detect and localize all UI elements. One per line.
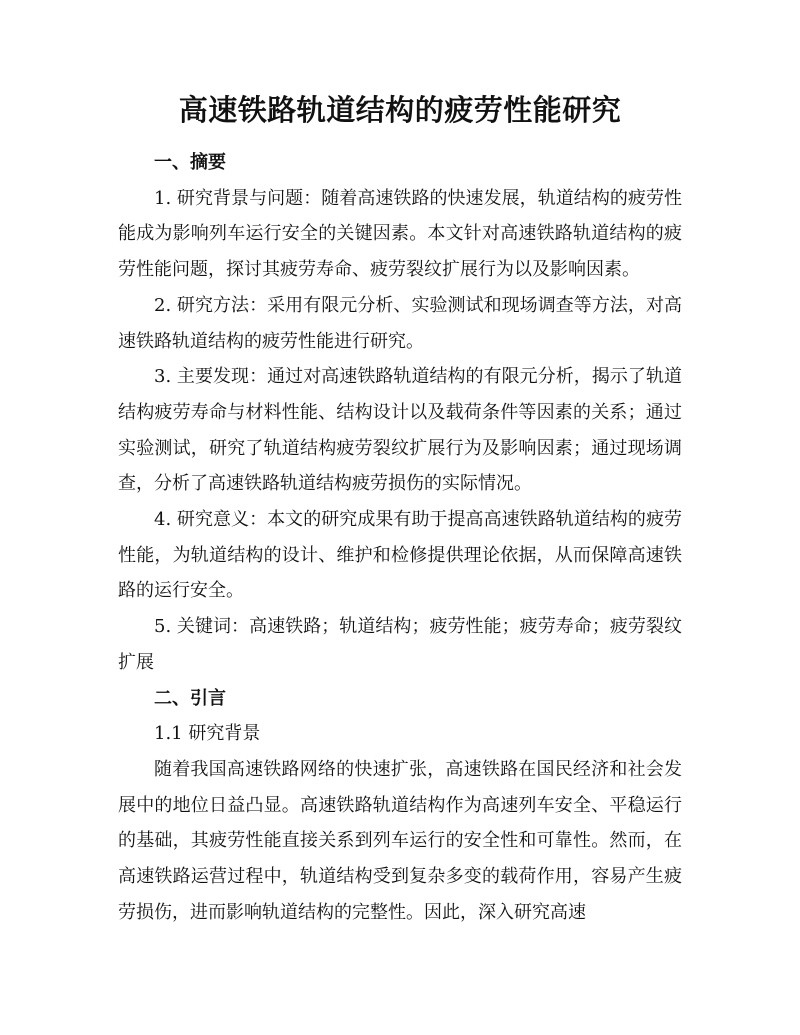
abstract-item-keywords: 5. 关键词：高速铁路；轨道结构；疲劳性能；疲劳寿命；疲劳裂纹扩展 [118,616,682,673]
document-title: 高速铁路轨道结构的疲劳性能研究 [178,93,622,127]
document-body [118,145,682,930]
abstract-heading: 一、摘要 [154,152,226,173]
introduction-subheading: 1.1 研究背景 [154,723,261,745]
abstract-item-background: 1. 研究背景与问题：随着高速铁路的快速发展，轨道结构的疲劳性能成为影响列车运行安全的关键因素。本文针对高速铁路轨道结构的疲劳性能问题，探讨其疲劳寿命、疲劳裂纹扩展行为以及影响因素。 [118,187,682,281]
document-page [118,0,682,1035]
introduction-paragraph: 随着我国高速铁路网络的快速扩张，高速铁路在国民经济和社会发展中的地位日益凸显。高速铁路轨道结构作为高速列车安全、平稳运行的基础，其疲劳性能直接关系到列车运行的安全性和可靠性。然而，在高速铁路运营过程中，轨道结构受到复杂多变的载荷作用，容易产生疲劳损伤，进而影响轨道结构的完整性。因此，深入研究高速 [118,758,682,923]
abstract-item-methods: 2. 研究方法：采用有限元分析、实验测试和现场调查等方法，对高速铁路轨道结构的疲劳性能进行研究。 [118,294,682,352]
abstract-item-significance: 4. 研究意义：本文的研究成果有助于提高高速铁路轨道结构的疲劳性能，为轨道结构的设计、维护和检修提供理论依据，从而保障高速铁路的运行安全。 [118,509,682,602]
abstract-item-findings: 3. 主要发现：通过对高速铁路轨道结构的有限元分析，揭示了轨道结构疲劳寿命与材料性能、结构设计以及载荷条件等因素的关系；通过实验测试，研究了轨道结构疲劳裂纹扩展行为及影响因素；通过现场调查，分析了高速铁路轨道结构疲劳损伤的实际情况。 [118,366,682,495]
introduction-heading: 二、引言 [154,687,226,709]
